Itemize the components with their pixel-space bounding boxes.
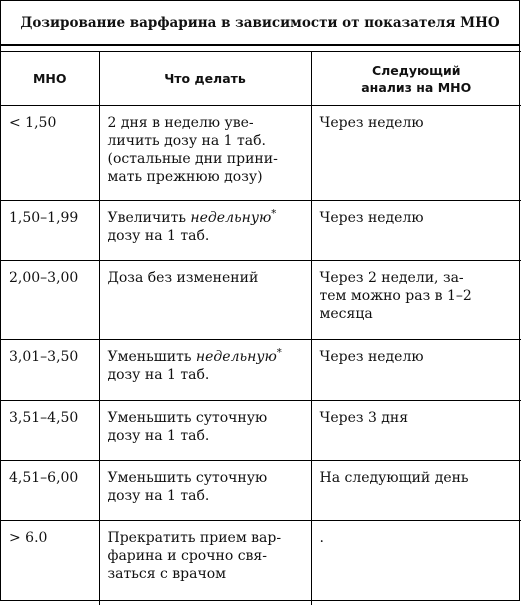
action-cell [99,201,311,261]
action-cell [99,521,311,605]
table-row [1,201,521,261]
table-row [1,261,521,340]
footnote-mark: * [276,347,282,359]
action-emphasis: недельную [190,210,272,226]
action-line: дозу на 1 таб. [107,367,210,383]
footnote-mark: * [271,208,277,220]
action-line: мать прежнюю дозу) [107,169,263,185]
next-test-cell [311,201,521,261]
inr-cell: 3,51–4,50 [1,401,99,461]
next-test-line: Через 3 дня [319,410,409,426]
action-cell [99,261,311,340]
next-test-line: . [319,530,324,546]
next-test-cell [311,106,521,201]
action-line: (остальные дни прини- [107,151,278,167]
next-test-line: Через неделю [319,115,424,131]
inr-cell: 4,51–6,00 [1,461,99,521]
action-cell [99,401,311,461]
dosing-table [1,51,521,605]
action-line: Уменьшить суточную [107,470,268,486]
column-header-next-test-text: Следующий анализ на МНО [361,62,472,95]
inr-cell: < 1,50 [1,106,99,201]
action-line: Уменьшить суточную [107,410,268,426]
inr-cell: > 6.0 [1,521,99,605]
action-text: Увеличить [107,210,191,226]
action-line: Прекратить прием вар- [107,530,282,546]
action-line: заться с врачом [107,566,227,582]
column-header-inr: МНО [1,52,99,106]
action-line: личить дозу на 1 таб. [107,133,266,149]
action-line: дозу на 1 таб. [107,428,210,444]
next-test-line: Через неделю [319,349,424,365]
action-line: фарина и срочно свя- [107,548,267,564]
table-title: Дозирование варфарина в зависимости от показателя МНО [20,14,500,31]
column-header-next-test [311,52,521,106]
action-cell [99,106,311,201]
next-test-line: тем можно раз в 1–2 [319,288,472,304]
title-divider [1,44,519,46]
column-header-action: Что делать [99,52,311,106]
action-emphasis: недельную [195,349,277,365]
next-test-cell [311,340,521,401]
action-line: 2 дня в неделю уве- [107,115,254,131]
next-test-line: Через неделю [319,210,424,226]
table-row [1,521,521,605]
inr-cell: 1,50–1,99 [1,201,99,261]
inr-cell: 2,00–3,00 [1,261,99,340]
inr-cell: 3,01–3,50 [1,340,99,401]
table-row [1,401,521,461]
action-line: дозу на 1 таб. [107,488,210,504]
next-test-cell [311,261,521,340]
next-test-cell [311,401,521,461]
next-test-line: На следующий день [319,470,469,486]
action-line: дозу на 1 таб. [107,228,210,244]
table-header-row [1,52,521,106]
action-line: Доза без изменений [107,270,259,286]
next-test-line: месяца [319,306,373,322]
action-text: Уменьшить [107,349,196,365]
next-test-cell [311,521,521,605]
action-cell [99,461,311,521]
table-row [1,340,521,401]
action-cell [99,340,311,401]
table-row [1,461,521,521]
table-row [1,106,521,201]
next-test-cell [311,461,521,521]
next-test-line: Через 2 недели, за- [319,270,464,286]
